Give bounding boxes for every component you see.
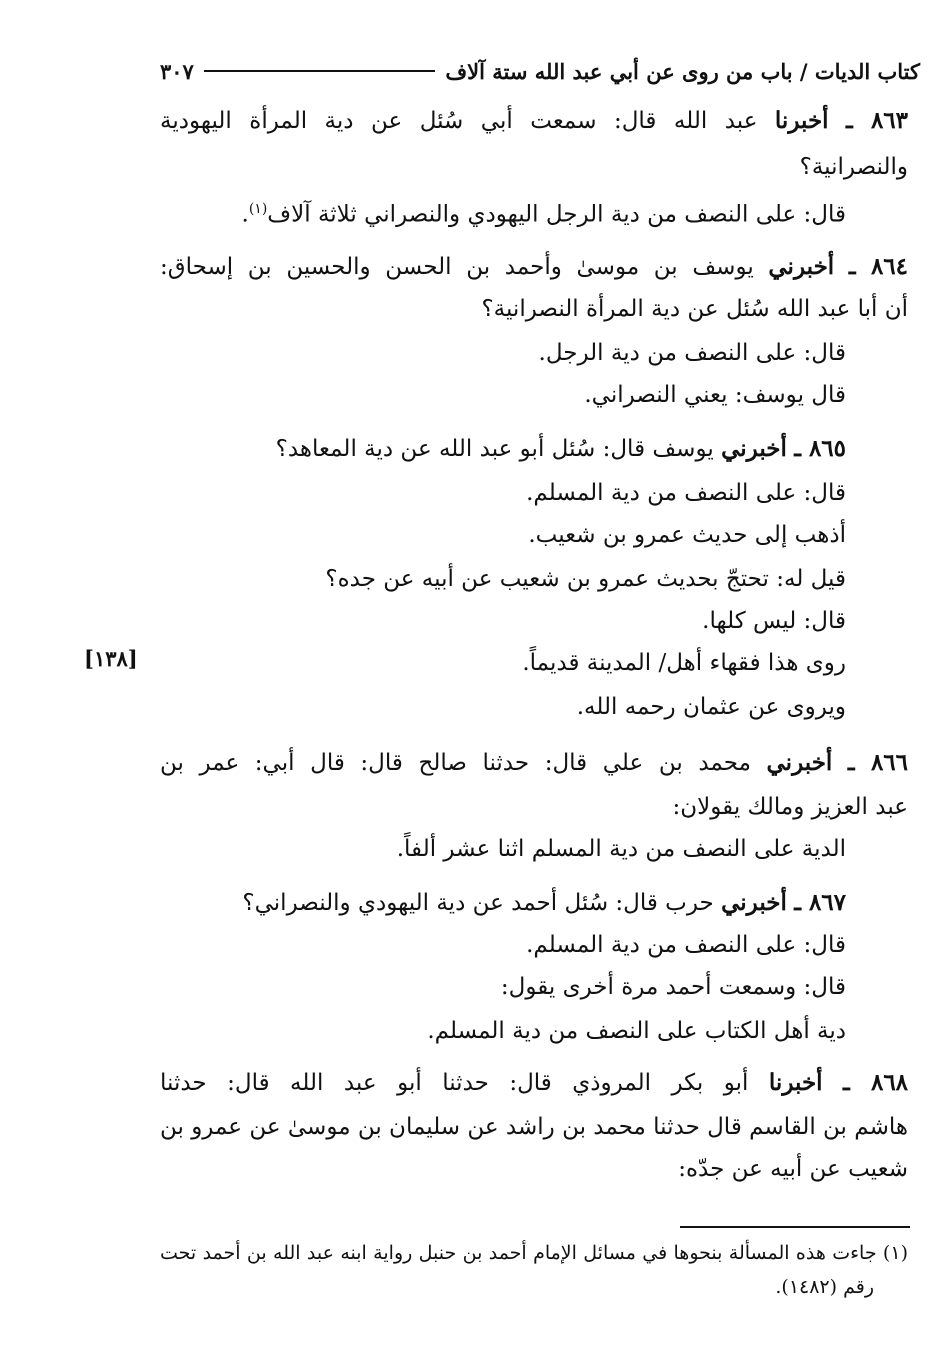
entry-864-line-4: قال يوسف: يعني النصراني. — [584, 382, 846, 408]
entry-text: حرب قال: سُئل أحمد عن دية اليهودي والنصراني؟ — [242, 890, 714, 916]
entry-867-line-1 — [242, 886, 846, 920]
footnote-rule — [680, 1226, 910, 1228]
entry-number: ٨٦٨ ـ — [843, 1069, 909, 1096]
entry-text: عبد الله قال: سمعت أبي سُئل عن دية المرأة اليهودية — [160, 108, 758, 134]
entry-868-line-2: هاشم بن القاسم قال حدثنا محمد بن راشد عن سليمان بن موسىٰ عن عمرو بن — [159, 1114, 908, 1140]
entry-keyword: أخبرنا — [768, 1069, 823, 1096]
entry-866-line-2: عبد العزيز ومالك يقولان: — [672, 794, 908, 820]
entry-text: يوسف قال: سُئل أبو عبد الله عن دية المعاهد؟ — [275, 436, 714, 462]
entry-keyword: أخبرنا — [774, 107, 829, 134]
entry-865-line-1 — [276, 432, 846, 466]
entry-text: قال: على النصف من دية الرجل اليهودي والنصراني ثلاثة آلاف — [267, 201, 846, 228]
entry-865-line-6: روى هذا فقهاء أهل/ المدينة قديماً. — [522, 650, 846, 676]
entry-863-line-1 — [160, 104, 908, 138]
entry-text-end: . — [241, 201, 249, 228]
entry-keyword: أخبرني — [768, 253, 835, 280]
entry-867-line-3: قال: وسمعت أحمد مرة أخرى يقول: — [500, 974, 846, 1000]
entry-865-line-3: أذهب إلى حديث عمرو بن شعيب. — [528, 522, 846, 548]
entry-864-line-1 — [160, 250, 908, 284]
entry-keyword: أخبرني — [721, 889, 787, 916]
entry-867-line-4: دية أهل الكتاب على النصف من دية المسلم. — [427, 1018, 846, 1044]
entry-keyword: أخبرني — [721, 435, 787, 462]
entry-868-line-3: شعيب عن أبيه عن جدّه: — [678, 1156, 908, 1182]
entry-number: ٨٦٦ ـ — [847, 749, 908, 776]
entry-864-line-2: أن أبا عبد الله سُئل عن دية المرأة النصرانية؟ — [481, 296, 908, 322]
entry-865-line-4: قيل له: تحتجّ بحديث عمرو بن شعيب عن أبيه عن جده؟ — [325, 566, 846, 592]
footnote-line-1: (١) جاءت هذه المسألة بنحوها في مسائل الإمام أحمد بن حنبل رواية ابنه عبد الله بن أحمد تحت — [160, 1242, 908, 1264]
entry-number: ٨٦٤ ـ — [848, 253, 909, 280]
entry-863-line-2: والنصرانية؟ — [799, 154, 908, 180]
entry-865-line-5: قال: ليس كلها. — [702, 608, 846, 634]
entry-865-line-7: ويروى عن عثمان رحمه الله. — [576, 694, 846, 720]
entry-keyword: أخبرني — [766, 749, 833, 776]
entry-868-line-1 — [160, 1066, 908, 1100]
running-header — [160, 54, 920, 88]
entry-text: محمد بن علي قال: حدثنا صالح قال: قال أبي: عمر بن — [160, 750, 751, 776]
entry-number: ٨٦٥ ـ — [794, 435, 846, 462]
entry-866-line-1 — [160, 746, 908, 780]
footnote-line-2: رقم (١٤٨٢). — [775, 1276, 874, 1298]
entry-864-line-3: قال: على النصف من دية الرجل. — [538, 340, 846, 366]
entry-text: يوسف بن موسىٰ وأحمد بن الحسن والحسين بن إسحاق: — [160, 254, 754, 280]
entry-867-line-2: قال: على النصف من دية المسلم. — [526, 932, 846, 958]
entry-866-line-3: الدية على النصف من دية المسلم اثنا عشر ألفاً. — [396, 836, 846, 862]
margin-page-reference: [١٣٨] — [84, 646, 138, 671]
header-rule — [204, 70, 436, 72]
entry-text: أبو بكر المروذي قال: حدثنا أبو عبد الله قال: حدثنا — [160, 1070, 749, 1096]
page-number: ٣٠٧ — [160, 58, 194, 84]
footnote-ref: (١) — [248, 201, 268, 217]
entry-number: ٨٦٣ ـ — [846, 107, 908, 134]
entry-863-line-3 — [242, 192, 847, 232]
entry-number: ٨٦٧ ـ — [794, 889, 846, 916]
header-title: كتاب الديات / باب من روى عن أبي عبد الله ستة آلاف — [445, 58, 920, 84]
entry-865-line-2: قال: على النصف من دية المسلم. — [526, 480, 846, 506]
